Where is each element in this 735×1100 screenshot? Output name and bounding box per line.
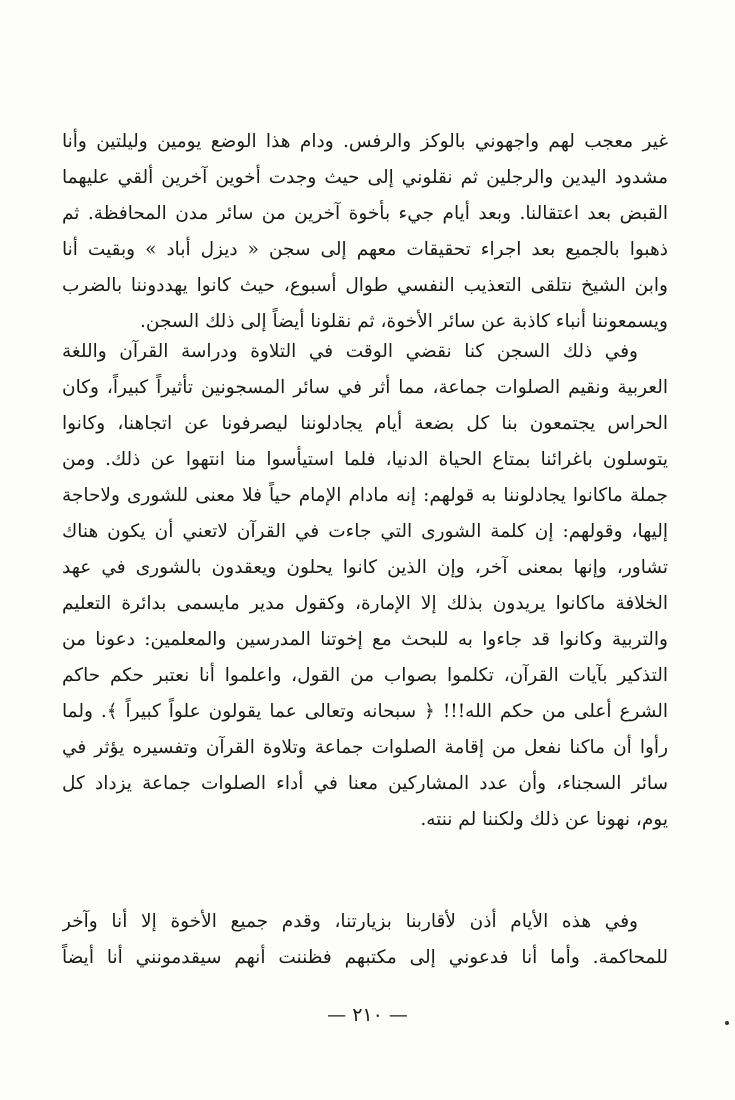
paragraph-line: العربية ونقيم الصلوات جماعة، مما أثر في سائر المسجونين تأثيراً كبيراً، وكان [62,377,668,398]
paragraph-line: وفي ذلك السجن كنا نقضي الوقت في التلاوة ودراسة القرآن واللغة [62,341,638,362]
paragraph-line: يتوسلون باغرائنا بمتاع الحياة الدنيا، فلما استيأسوا منا انتهوا عن ذلك. ومن [62,449,668,470]
paragraph-1 [62,124,668,340]
paragraph-line: الخلافة ماكانوا يريدون بذلك إلا الإمارة، وكقول مدير مايسمى بدائرة التعليم [62,593,668,614]
page-number: — ٢١٠ — [327,1004,408,1026]
paragraph-3 [62,904,668,976]
paragraph-line: سائر السجناء، وأن عدد المشاركين معنا في أداء الصلوات جماعة يزداد كل [62,773,668,794]
paragraph-line: ذهبوا بالجميع بعد اجراء تحقيقات معهم إلى سجن « ديزل أباد » وبقيت أنا [62,239,668,260]
paragraph-line: تشاور، وإنها بمعنى آخر، وإن الذين كانوا يحلون ويعقدون بالشورى في عهد [62,557,668,578]
paragraph-line: وفي هذه الأيام أذن لأقاربنا بزيارتنا، وقدم جميع الأخوة إلا أنا وآخر [62,911,638,932]
paragraph-line: يوم، نهونا عن ذلك ولكننا لم ننته. [420,809,668,830]
paragraph-line: رأوا أن ماكنا نفعل من إقامة الصلوات جماعة وتلاوة القرآن وتفسيره يؤثر في [62,737,668,758]
paragraph-line: الشرع أعلى من حكم الله!!! ﴿ سبحانه وتعالى عما يقولون علواً كبيراً ﴾. ولما [62,701,668,722]
paragraph-line: للمحاكمة. وأما أنا فدعوني إلى مكتبهم فظننت أنهم سيقدمونني أنا أيضاً [62,947,668,968]
paragraph-line: والتربية وكانوا قد جاءوا به للبحث مع إخوتنا المدرسين والمعلمين: دعونا من [62,629,668,650]
paragraph-line: إليها، وقولهم: إن كلمة الشورى التي جاءت في القرآن لاتعني أن يكون هناك [62,521,668,542]
paragraph-line: غير معجب لهم واجهوني بالوكز والرفس. ودام هذا الوضع يومين وليلتين وأنا [62,131,668,152]
paragraph-line: التذكير بآيات القرآن، تكلموا بصواب من القول، واعلموا أنا نعتبر حكم حاكم [62,665,668,686]
paragraph-line: القبض بعد اعتقالنا. وبعد أيام جيء بأخوة آخرين من سائر مدن المحافظة. ثم [62,203,668,224]
paragraph-line: جملة ماكانوا يجادلوننا به قولهم: إنه مادام الإمام حياً فلا معنى للشورى ولاحاجة [62,485,668,506]
paragraph-line: ويسمعوننا أنباء كاذبة عن سائر الأخوة، ثم نقلونا أيضاً إلى ذلك السجن. [140,311,668,332]
paragraph-line: مشدود اليدين والرجلين ثم نقلوني إلى حيث وجدت أخوين آخرين ألقي عليهما [62,167,668,188]
paragraph-line: وابن الشيخ نتلقى التعذيب النفسي طوال أسبوع، حيث كانوا يهددوننا بالضرب [62,275,668,296]
paragraph-2 [62,334,668,838]
paragraph-line: الحراس يجتمعون بنا كل بضعة أيام يجادلوننا ليصرفونا عن اتجاهنا، وكانوا [62,413,668,434]
margin-mark [725,1021,729,1025]
